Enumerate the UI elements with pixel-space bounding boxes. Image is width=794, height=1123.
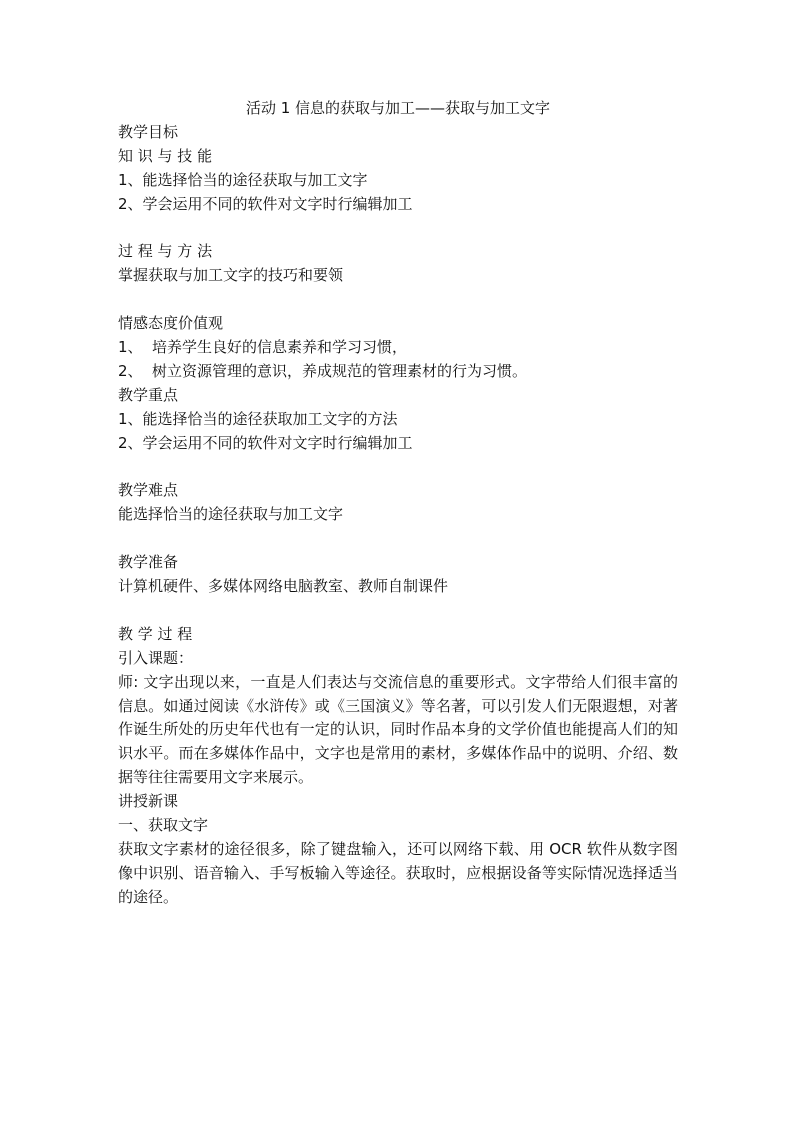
- blank-line: [118, 527, 678, 551]
- procedure-heading: 教 学 过 程: [118, 624, 193, 643]
- intro-heading: 引入课题：: [118, 648, 194, 667]
- document-page: [118, 97, 678, 910]
- section1-heading: 一、获取文字: [118, 816, 209, 835]
- emotion-item-2: [118, 360, 678, 384]
- blank-line: [118, 217, 678, 241]
- document-title: 活动 1 信息的获取与加工——获取与加工文字: [245, 99, 551, 117]
- key-points-heading: 教学重点: [118, 385, 179, 404]
- knowledge-item-2: 2、学会运用不同的软件对文字时行编辑加工: [118, 194, 413, 213]
- process-heading: 过 程 与 方 法: [118, 242, 213, 261]
- preparation-heading: 教学准备: [118, 553, 179, 572]
- emotion-item-1: [118, 336, 678, 360]
- key-point-item-2: 2、学会运用不同的软件对文字时行编辑加工: [118, 433, 413, 452]
- emotion-item-1-text: 培养学生良好的信息素养和学习习惯，: [152, 338, 408, 357]
- emotion-item-2-text: 树立资源管理的意识，养成规范的管理素材的行为习惯。: [152, 361, 528, 380]
- difficulties-heading: 教学难点: [118, 481, 179, 500]
- blank-line: [118, 456, 678, 480]
- key-point-item-1: 1、能选择恰当的途径获取加工文字的方法: [118, 409, 398, 428]
- new-lesson-heading: 讲授新课: [118, 792, 179, 811]
- process-text: 掌握获取与加工文字的技巧和要领: [118, 266, 344, 285]
- preparation-text: 计算机硬件、多媒体网络电脑教室、教师自制课件: [118, 577, 449, 596]
- emotion-item-1-num: 1、: [118, 338, 143, 357]
- knowledge-item-1: 1、能选择恰当的途径获取与加工文字: [118, 170, 368, 189]
- blank-line: [118, 288, 678, 312]
- difficulties-text: 能选择恰当的途径获取与加工文字: [118, 505, 344, 524]
- blank-line: [118, 599, 678, 623]
- objectives-heading: 教学目标: [118, 122, 179, 141]
- emotion-heading: 情感态度价值观: [118, 314, 224, 333]
- section1-text: 获取文字素材的途径很多，除了键盘输入，还可以网络下载、用 OCR 软件从数字图像中识别、语音输入、手写板输入等途径。获取时，应根据设备等实际情况选择适当的途径。: [118, 840, 678, 906]
- knowledge-heading: 知 识 与 技 能: [118, 146, 213, 165]
- intro-text: 师: 文字出现以来，一直是人们表达与交流信息的重要形式。文字带给人们很丰富的信息。如通过阅读《水浒传》或《三国演义》等名著，可以引发人们无限遐想，对著作诞生所处的历史年代也有一定的认识，同时作品本身的文学价值也能提高人们的知识水平。而在多媒体作品中，文字也是常用的素材，多媒体作品中的说明、介绍、数据等往往需要用文字来展示。: [118, 672, 678, 787]
- emotion-item-2-num: 2、: [118, 361, 143, 380]
